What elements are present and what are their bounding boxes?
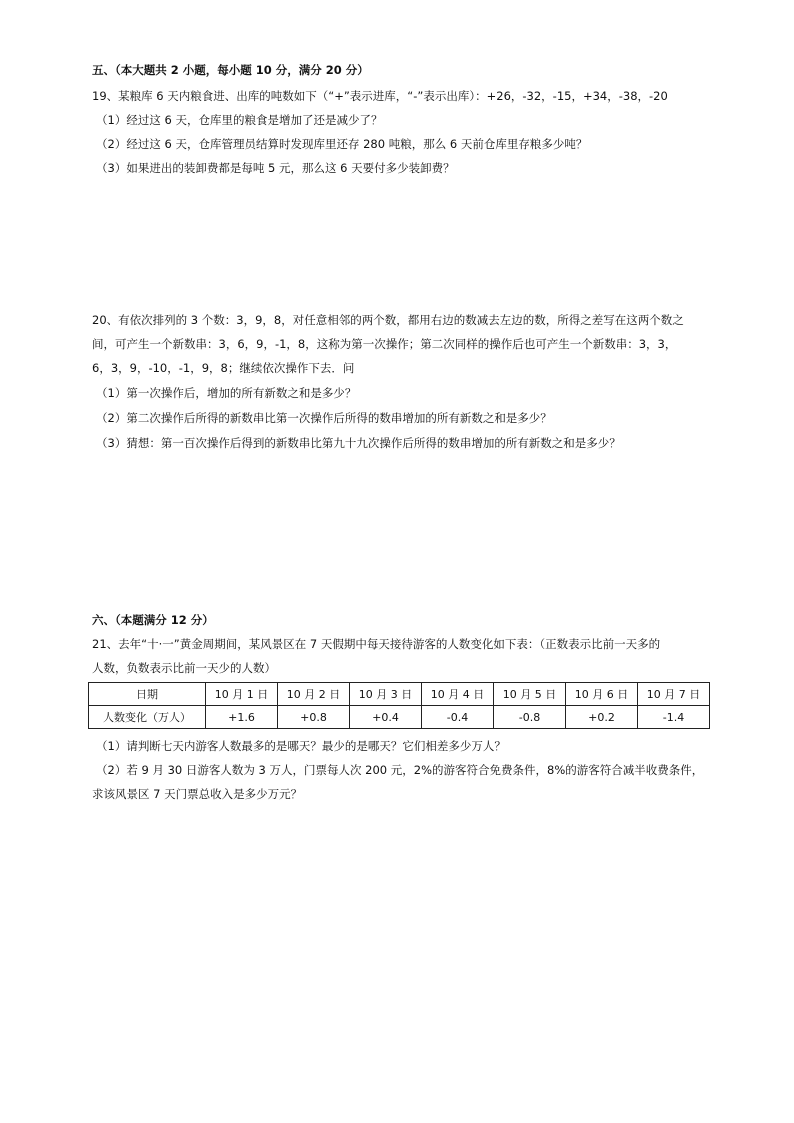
table-row — [89, 706, 710, 729]
question-20-stem-line-3: 6，3，9，-10，-1，9，8；继续依次操作下去．问 — [92, 361, 355, 375]
table-cell: 10 月 5 日 — [494, 683, 566, 706]
question-20-part-3: （3）猜想：第一百次操作后得到的新数串比第九十九次操作后所得的数串增加的所有新数之和是多少？ — [96, 436, 621, 450]
question-21-stem-line-1: 21、去年“十·一”黄金周期间，某风景区在 7 天假期中每天接待游客的人数变化如下表：（正数表示比前一天多的 — [92, 637, 661, 651]
question-21-part-2-line-1: （2）若 9 月 30 日游客人数为 3 万人，门票每人次 200 元，2%的游客符合免费条件，8%的游客符合减半收费条件， — [96, 763, 704, 777]
table-cell: +1.6 — [206, 706, 278, 729]
table-cell: 10 月 2 日 — [278, 683, 350, 706]
visitor-change-table — [88, 682, 710, 729]
section-5-title: 五、（本大题共 2 小题，每小题 10 分，满分 20 分） — [92, 63, 369, 77]
table-cell: 人数变化（万人） — [89, 706, 206, 729]
table-cell: +0.8 — [278, 706, 350, 729]
table-cell: 10 月 3 日 — [350, 683, 422, 706]
table-cell: 10 月 6 日 — [566, 683, 638, 706]
question-19-part-1: （1）经过这 6 天，仓库里的粮食是增加了还是减少了？ — [96, 113, 383, 127]
question-20-stem-line-2: 间，可产生一个新数串：3，6，9，-1，8，这称为第一次操作；第二次同样的操作后也可产生一个新数串：3，3， — [92, 337, 677, 351]
table-cell: 10 月 1 日 — [206, 683, 278, 706]
section-6-title: 六、（本题满分 12 分） — [92, 613, 214, 627]
question-21-part-2-line-2: 求该风景区 7 天门票总收入是多少万元？ — [92, 787, 303, 801]
table-cell: -0.8 — [494, 706, 566, 729]
table-cell: 日期 — [89, 683, 206, 706]
table-cell: 10 月 7 日 — [638, 683, 710, 706]
table-cell: -1.4 — [638, 706, 710, 729]
question-21-stem-line-2: 人数，负数表示比前一天少的人数） — [92, 661, 276, 675]
question-19-stem: 19、某粮库 6 天内粮食进、出库的吨数如下（“+”表示进库，“-”表示出库）：+26，-32，-15，+34，-38，-20 — [92, 89, 668, 103]
question-20-part-1: （1）第一次操作后，增加的所有新数之和是多少？ — [96, 386, 357, 400]
table-cell: 10 月 4 日 — [422, 683, 494, 706]
question-19-part-2: （2）经过这 6 天，仓库管理员结算时发现库里还存 280 吨粮，那么 6 天前仓库里存粮多少吨？ — [96, 137, 588, 151]
table-cell: +0.2 — [566, 706, 638, 729]
question-20-part-2: （2）第二次操作后所得的新数串比第一次操作后所得的数串增加的所有新数之和是多少？ — [96, 411, 552, 425]
table-header-row — [89, 683, 710, 706]
question-21-part-1: （1）请判断七天内游客人数最多的是哪天？最少的是哪天？它们相差多少万人？ — [96, 739, 506, 753]
table-cell: -0.4 — [422, 706, 494, 729]
question-20-stem-line-1: 20、有依次排列的 3 个数：3，9，8，对任意相邻的两个数，都用右边的数减去左边的数，所得之差写在这两个数之 — [92, 313, 684, 327]
question-19-part-3: （3）如果进出的装卸费都是每吨 5 元，那么这 6 天要付多少装卸费？ — [96, 161, 455, 175]
table-cell: +0.4 — [350, 706, 422, 729]
